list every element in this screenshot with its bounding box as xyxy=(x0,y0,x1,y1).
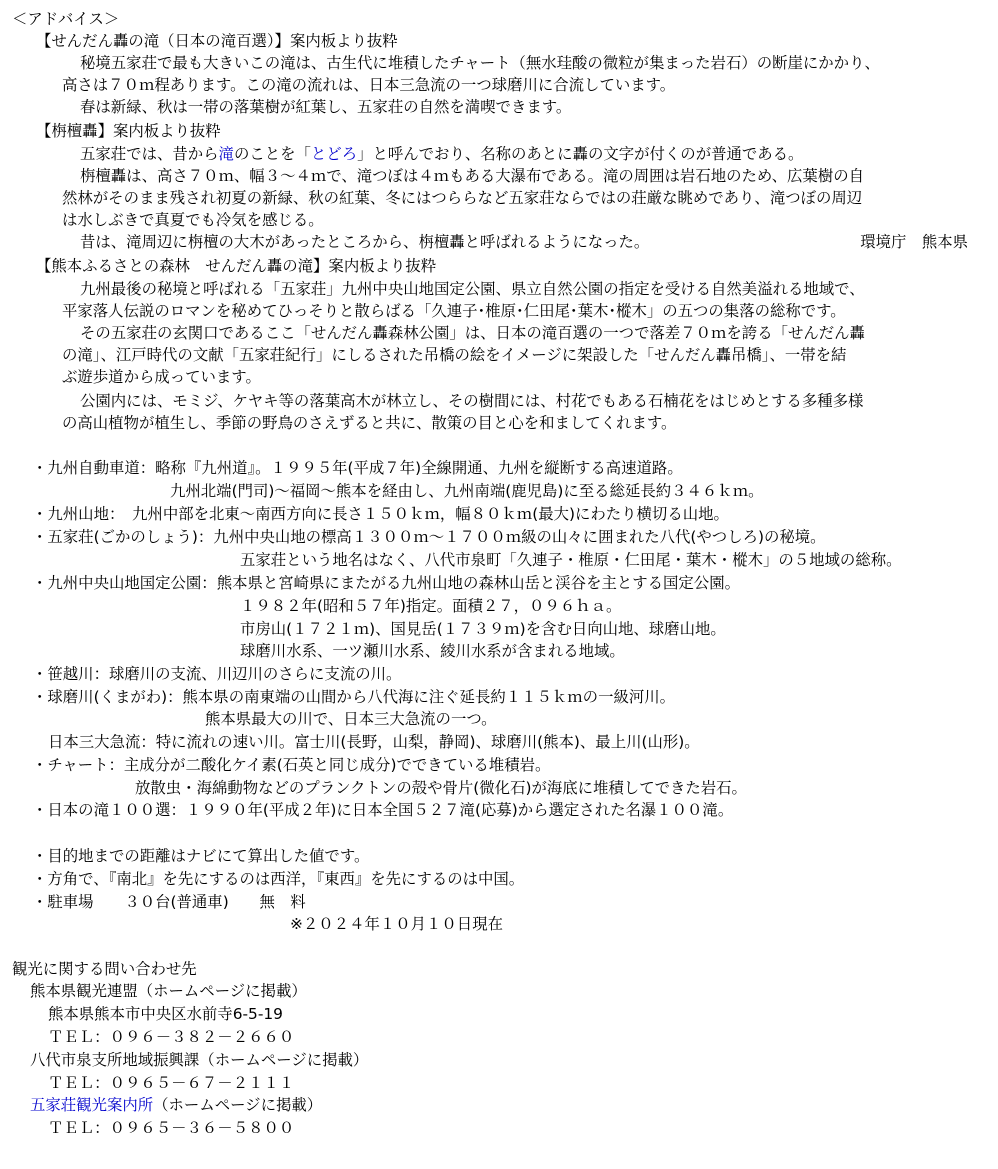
contact-address: 熊本県熊本市中央区水前寺6-5-19 xyxy=(48,1005,283,1023)
note-continuation: 九州北端(門司)～福岡～熊本を経由し、九州南端(鹿児島)に至る総延長約３４６ｋｍ。 xyxy=(170,482,764,500)
paragraph-line: 栴檀轟は、高さ７０ｍ、幅３～４ｍで、滝つぼは４ｍもある大瀑布である。滝の周囲は岩石地のため、広葉樹の自 xyxy=(80,167,864,185)
note-gokanosho: ・五家荘(ごかのしょう)：九州中央山地の標高１３００ｍ～１７００ｍ級の山々に囲まれた八代(やつしろ)の秘境。 xyxy=(32,528,826,546)
paragraph-line: 公園内には、モミジ、ケヤキ等の落葉高木が林立し、その樹間には、村花でもある石楠花をはじめとする多種多様 xyxy=(80,392,864,410)
paragraph-line: 九州最後の秘境と呼ばれる「五家荘」九州中央山地国定公園、県立自然公園の指定を受ける自然美溢れる地域で、 xyxy=(80,280,865,298)
contact-heading: 観光に関する問い合わせ先 xyxy=(12,960,197,978)
paragraph-line: の滝」、江戸時代の文献「五家荘紀行」にしるされた吊橋の絵をイメージに架設した「せんだん轟吊橋」、一帯を結 xyxy=(62,346,847,364)
note-chert: ・チャート：主成分が二酸化ケイ素(石英と同じ成分)でできている堆積岩。 xyxy=(32,756,551,774)
taki-link[interactable]: 滝 xyxy=(218,145,234,163)
note-continuation: 熊本県最大の川で、日本三大急流の一つ。 xyxy=(205,710,497,728)
info-parking: ・駐車場 ３０台(普通車) 無 料 xyxy=(32,893,306,911)
credit: 環境庁 熊本県 xyxy=(860,233,968,251)
section-title-sendan: 【せんだん轟の滝（日本の滝百選）】案内板より抜粋 xyxy=(36,32,398,50)
paragraph-line: 高さは７０ｍ程あります。この滝の流れは、日本三急流の一つ球磨川に合流しています。 xyxy=(62,76,676,94)
note-kyushu-expressway: ・九州自動車道：略称『九州道』。１９９５年(平成７年)全線開通、九州を縦断する高速道路。 xyxy=(32,459,683,477)
contact-tel: ＴＥＬ：０９６５－３６－５８００ xyxy=(48,1119,295,1137)
paragraph-line: 然林がそのまま残され初夏の新緑、秋の紅葉、冬にはつららなど五家荘ならではの荘厳な眺めであり、滝つぼの周辺 xyxy=(62,189,863,207)
contact-tel: ＴＥＬ：０９６５－６７－２１１１ xyxy=(48,1074,295,1092)
todoro-link[interactable]: とどろ xyxy=(310,145,358,163)
note-continuation: 球磨川水系、一ツ瀬川水系、綾川水系が含まれる地域。 xyxy=(240,642,625,660)
gokanosho-info-link[interactable]: 五家荘観光案内所 xyxy=(30,1096,154,1114)
contact-org-yatsushiro: 八代市泉支所地域振興課（ホームページに掲載） xyxy=(30,1051,369,1069)
contact-org-gokanosho: 五家荘観光案内所（ホームページに掲載） xyxy=(30,1096,323,1114)
paragraph-line: の高山植物が植生し、季節の野鳥のさえずると共に、散策の目と心を和ましてくれます。 xyxy=(62,414,677,432)
note-sasagoe-river: ・笹越川：球磨川の支流、川辺川のさらに支流の川。 xyxy=(32,665,402,683)
paragraph-line: 秘境五家荘で最も大きいこの滝は、古生代に堆積したチャート（無水珪酸の微粒が集まった岩石）の断崖にかかり、 xyxy=(80,54,880,72)
note-quasi-national-park: ・九州中央山地国定公園：熊本県と宮崎県にまたがる九州山地の森林山岳と渓谷を主とする国定公園。 xyxy=(32,574,740,592)
note-kyushu-mountains: ・九州山地： 九州中部を北東～南西方向に長さ１５０ｋｍ，幅８０ｋｍ(最大)にわたり横切る山地。 xyxy=(32,505,729,523)
paragraph-line: 平家落人伝説のロマンを秘めてひっそりと散らばる「久連子･椎原･仁田尾･葉木･樅木」の五つの集落の総称です。 xyxy=(62,302,846,320)
advice-heading: ＜アドバイス＞ xyxy=(12,10,120,28)
info-date: ※２０２４年１０月１０日現在 xyxy=(290,915,503,933)
note-kuma-river: ・球磨川(くまがわ)：熊本県の南東端の山間から八代海に注ぐ延長約１１５ｋｍの一級河川。 xyxy=(32,688,676,706)
note-continuation: 市房山(１７２１ｍ)、国見岳(１７３９ｍ)を含む日向山地、球磨山地。 xyxy=(240,620,726,638)
note-three-rapid-rivers: 日本三大急流：特に流れの速い川。富士川(長野，山梨，静岡)、球磨川(熊本)、最上川(山形)。 xyxy=(48,733,700,751)
paragraph-line: 春は新緑、秋は一帯の落葉樹が紅葉し、五家荘の自然を満喫できます。 xyxy=(80,98,572,116)
info-distance: ・目的地までの距離はナビにて算出した値です。 xyxy=(32,847,370,865)
paragraph-line: ぶ遊歩道から成っています。 xyxy=(62,368,261,386)
contact-tel: ＴＥＬ：０９６－３８２－２６６０ xyxy=(48,1028,295,1046)
section-title-forest: 【熊本ふるさとの森林 せんだん轟の滝】案内板より抜粋 xyxy=(36,257,437,275)
note-100-waterfalls: ・日本の滝１００選：１９９０年(平成２年)に日本全国５２７滝(応募)から選定された名瀑１００滝。 xyxy=(32,801,734,819)
paragraph-line: 昔は、滝周辺に栴檀の大木があったところから、栴檀轟と呼ばれるようになった。 xyxy=(80,233,650,251)
info-direction: ・方角で、『南北』を先にするのは西洋，『東西』を先にするのは中国。 xyxy=(32,870,525,888)
note-continuation: 放散虫・海綿動物などのプランクトンの殻や骨片(微化石)が海底に堆積してできた岩石。 xyxy=(135,779,747,797)
contact-org-kumamoto-tourism: 熊本県観光連盟（ホームページに掲載） xyxy=(30,982,307,1000)
note-continuation: １９８２年(昭和５７年)指定。面積２７，０９６ｈａ。 xyxy=(240,597,622,615)
paragraph-line: その五家荘の玄関口であるここ「せんだん轟森林公園」は、日本の滝百選の一つで落差７０ｍを誇る「せんだん轟 xyxy=(80,324,865,342)
paragraph-line: 五家荘では、昔から滝のことを「とどろ」と呼んでおり、名称のあとに轟の文字が付くのが普通である。 xyxy=(80,145,804,163)
paragraph-line: は水しぶきで真夏でも冷気を感じる。 xyxy=(62,211,324,229)
section-title-sendan-todoro: 【栴檀轟】案内板より抜粋 xyxy=(36,122,221,140)
note-continuation: 五家荘という地名はなく、八代市泉町「久連子・椎原・仁田尾・葉木・樅木」の５地域の総称。 xyxy=(240,551,902,569)
